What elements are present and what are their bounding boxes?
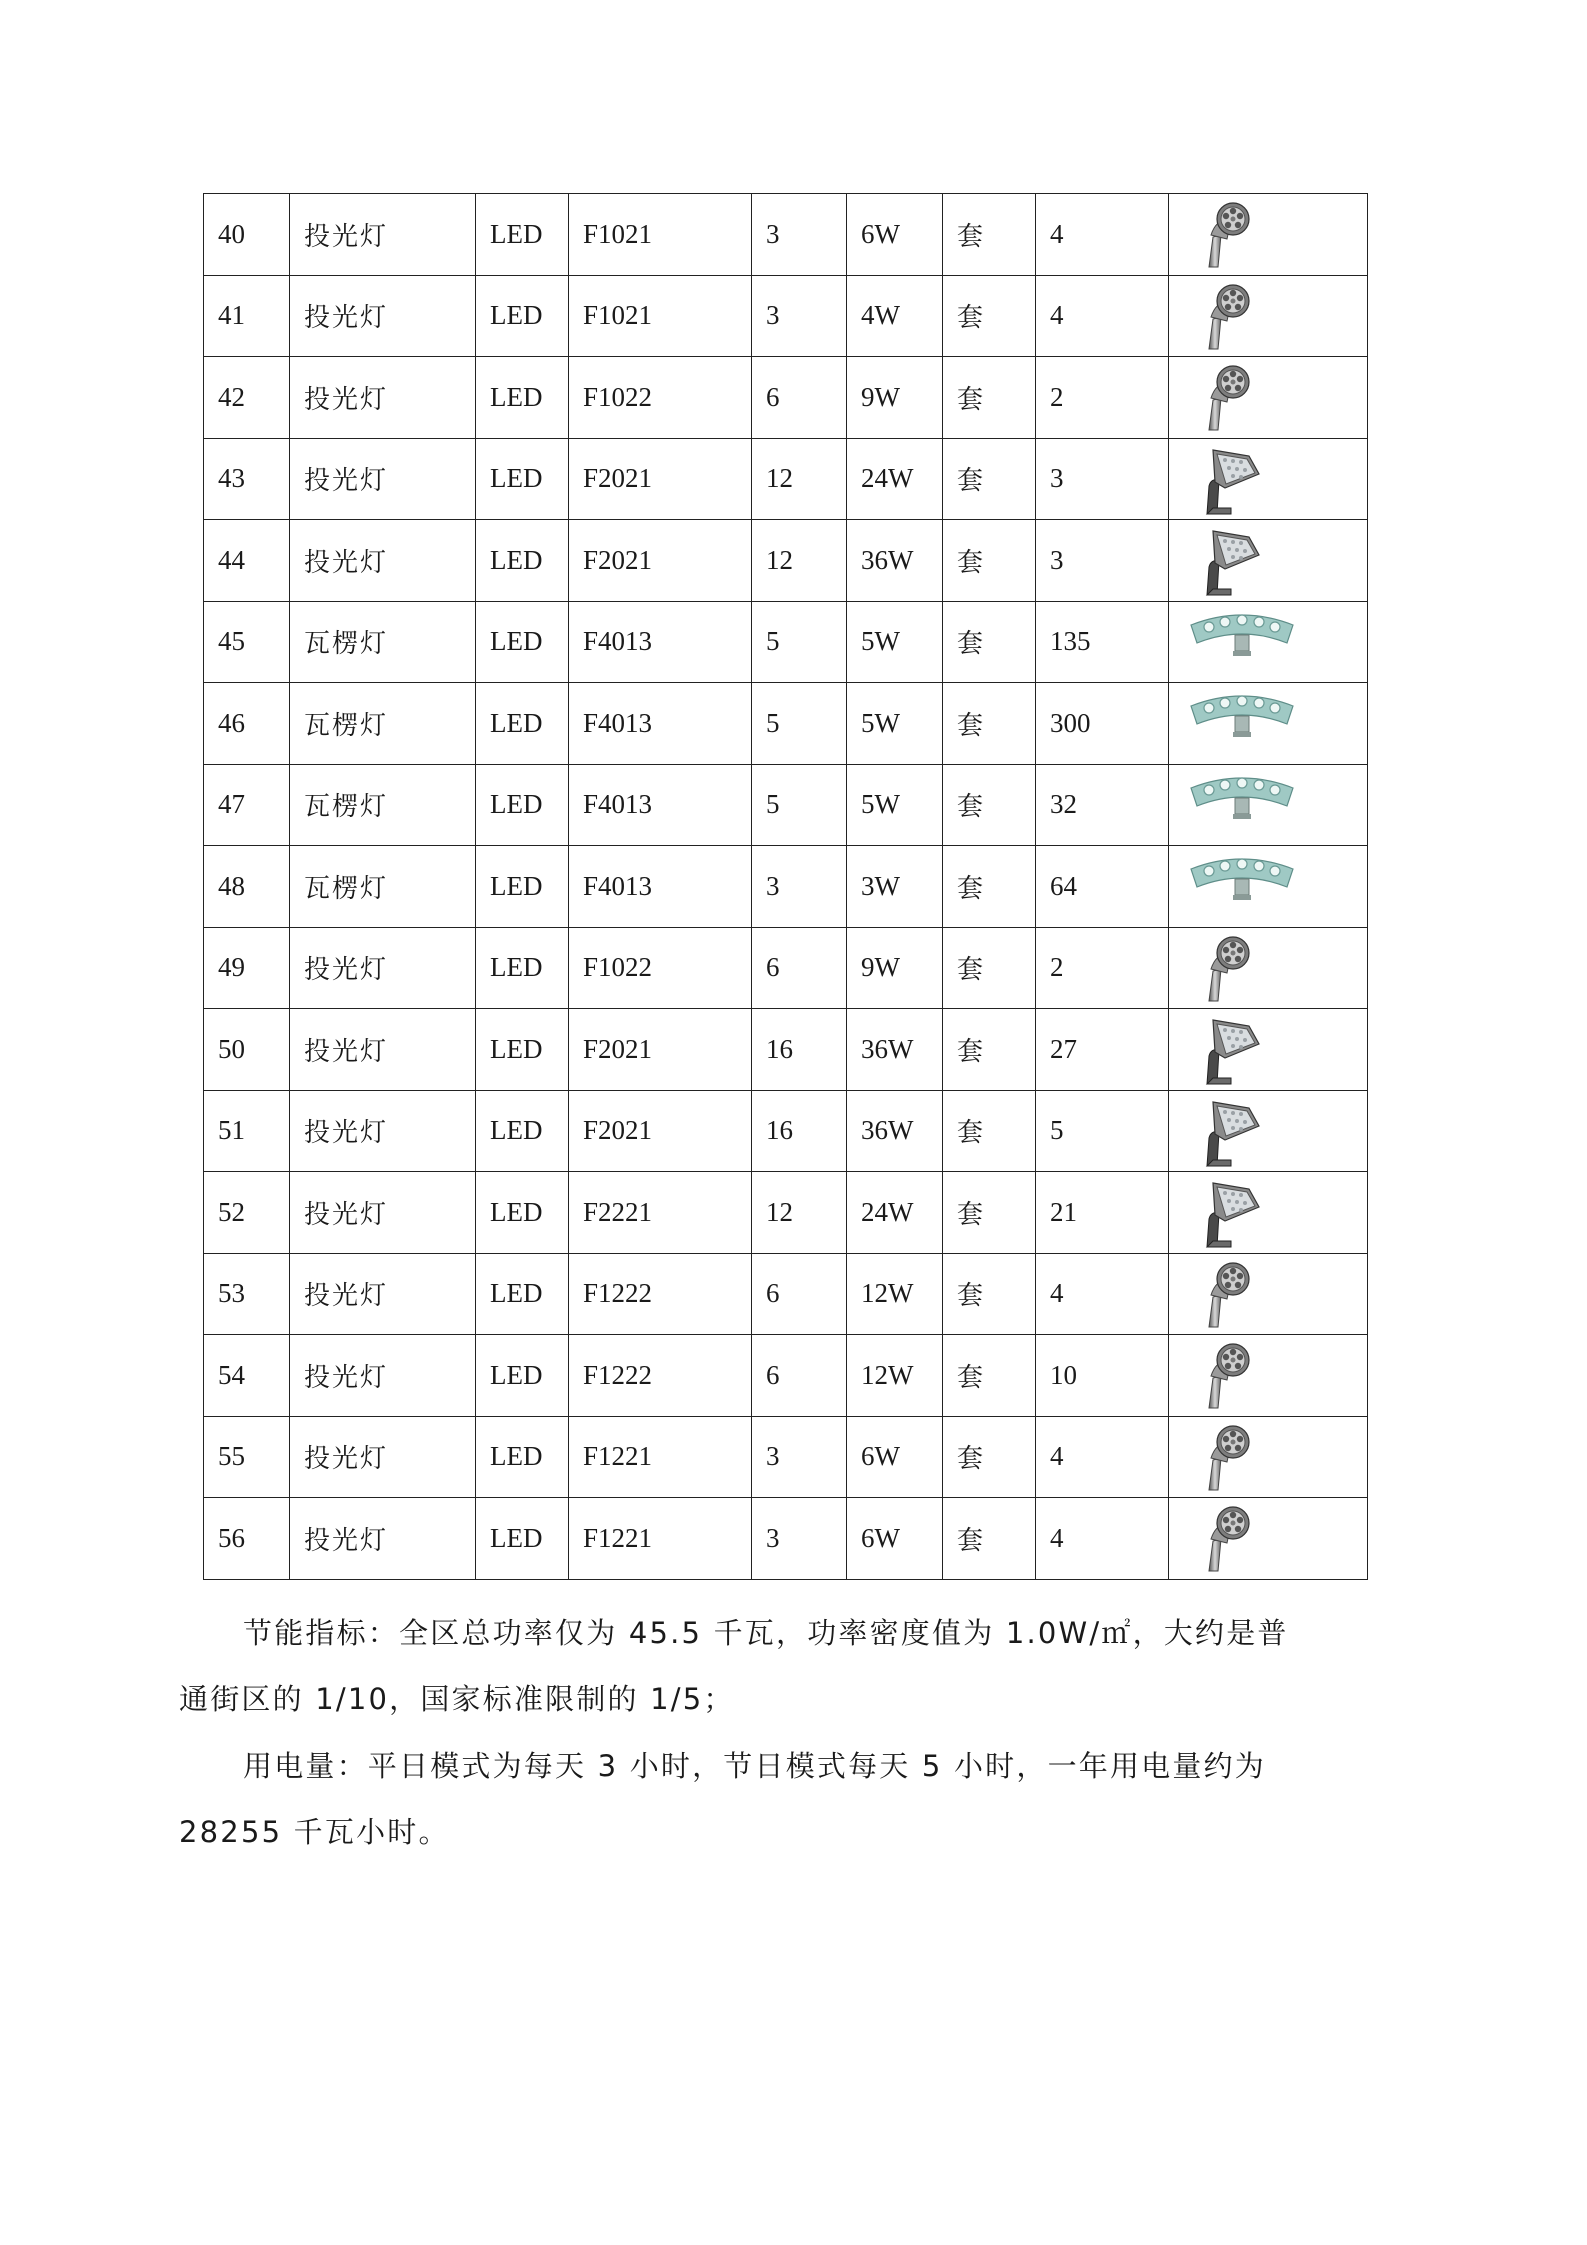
row-number-cell: 42 bbox=[204, 357, 290, 439]
row-number-cell: 43 bbox=[204, 438, 290, 520]
power-cell: 36W bbox=[847, 1009, 943, 1091]
unit-cell: 套 bbox=[943, 1172, 1036, 1254]
model-cell: F1022 bbox=[569, 357, 752, 439]
row-number-cell: 52 bbox=[204, 1172, 290, 1254]
unit-cell: 套 bbox=[943, 275, 1036, 357]
lamp-table-body bbox=[204, 194, 1368, 1580]
light-source-cell: LED bbox=[476, 601, 569, 683]
row-number-cell: 41 bbox=[204, 275, 290, 357]
unit-cell: 套 bbox=[943, 601, 1036, 683]
model-cell: F4013 bbox=[569, 846, 752, 928]
row-number-cell: 56 bbox=[204, 1498, 290, 1580]
quantity-cell: 4 bbox=[1036, 1498, 1169, 1580]
unit-cell: 套 bbox=[943, 846, 1036, 928]
table-row bbox=[204, 1253, 1368, 1335]
square-floodlight-icon bbox=[1187, 1094, 1367, 1168]
table-row bbox=[204, 764, 1368, 846]
model-cell: F4013 bbox=[569, 601, 752, 683]
lamp-name-cell: 投光灯 bbox=[290, 438, 476, 520]
lamp-image-cell bbox=[1169, 1335, 1368, 1417]
unit-cell: 套 bbox=[943, 764, 1036, 846]
light-source-cell: LED bbox=[476, 927, 569, 1009]
row-number-cell: 51 bbox=[204, 1090, 290, 1172]
light-source-cell: LED bbox=[476, 764, 569, 846]
led-count-cell: 12 bbox=[752, 520, 847, 602]
lamp-image-cell bbox=[1169, 275, 1368, 357]
lamp-image-cell bbox=[1169, 357, 1368, 439]
round-spot-floodlight-icon bbox=[1187, 1420, 1367, 1494]
power-cell: 5W bbox=[847, 764, 943, 846]
quantity-cell: 2 bbox=[1036, 357, 1169, 439]
unit-cell: 套 bbox=[943, 1009, 1036, 1091]
table-row bbox=[204, 927, 1368, 1009]
unit-cell: 套 bbox=[943, 194, 1036, 276]
unit-cell: 套 bbox=[943, 1335, 1036, 1417]
lamp-name-cell: 瓦楞灯 bbox=[290, 846, 476, 928]
power-usage-paragraph bbox=[179, 1733, 1363, 1865]
led-count-cell: 3 bbox=[752, 846, 847, 928]
quantity-cell: 64 bbox=[1036, 846, 1169, 928]
row-number-cell: 44 bbox=[204, 520, 290, 602]
table-row bbox=[204, 1009, 1368, 1091]
lamp-image-cell bbox=[1169, 520, 1368, 602]
curved-eave-light-icon bbox=[1187, 686, 1367, 760]
quantity-cell: 32 bbox=[1036, 764, 1169, 846]
led-count-cell: 3 bbox=[752, 1416, 847, 1498]
power-cell: 12W bbox=[847, 1253, 943, 1335]
row-number-cell: 54 bbox=[204, 1335, 290, 1417]
curved-eave-light-icon bbox=[1187, 768, 1367, 842]
model-cell: F1021 bbox=[569, 194, 752, 276]
row-number-cell: 45 bbox=[204, 601, 290, 683]
led-count-cell: 3 bbox=[752, 194, 847, 276]
led-count-cell: 5 bbox=[752, 764, 847, 846]
model-cell: F1022 bbox=[569, 927, 752, 1009]
lamp-name-cell: 投光灯 bbox=[290, 1335, 476, 1417]
power-cell: 3W bbox=[847, 846, 943, 928]
unit-cell: 套 bbox=[943, 357, 1036, 439]
quantity-cell: 2 bbox=[1036, 927, 1169, 1009]
lamp-name-cell: 投光灯 bbox=[290, 1009, 476, 1091]
light-source-cell: LED bbox=[476, 520, 569, 602]
table-row bbox=[204, 1090, 1368, 1172]
led-count-cell: 16 bbox=[752, 1090, 847, 1172]
led-count-cell: 16 bbox=[752, 1009, 847, 1091]
row-number-cell: 50 bbox=[204, 1009, 290, 1091]
led-count-cell: 3 bbox=[752, 275, 847, 357]
unit-cell: 套 bbox=[943, 1498, 1036, 1580]
power-cell: 6W bbox=[847, 1498, 943, 1580]
power-cell: 36W bbox=[847, 520, 943, 602]
curved-eave-light-icon bbox=[1187, 849, 1367, 923]
led-count-cell: 5 bbox=[752, 601, 847, 683]
table-row bbox=[204, 357, 1368, 439]
lamp-image-cell bbox=[1169, 927, 1368, 1009]
light-source-cell: LED bbox=[476, 1009, 569, 1091]
lamp-name-cell: 瓦楞灯 bbox=[290, 683, 476, 765]
light-source-cell: LED bbox=[476, 194, 569, 276]
row-number-cell: 49 bbox=[204, 927, 290, 1009]
lamp-name-cell: 投光灯 bbox=[290, 1090, 476, 1172]
round-spot-floodlight-icon bbox=[1187, 197, 1367, 271]
power-cell: 6W bbox=[847, 1416, 943, 1498]
power-cell: 24W bbox=[847, 1172, 943, 1254]
row-number-cell: 48 bbox=[204, 846, 290, 928]
model-cell: F1021 bbox=[569, 275, 752, 357]
square-floodlight-icon bbox=[1187, 1175, 1367, 1249]
light-source-cell: LED bbox=[476, 1416, 569, 1498]
square-floodlight-icon bbox=[1187, 523, 1367, 597]
table-row bbox=[204, 601, 1368, 683]
quantity-cell: 3 bbox=[1036, 520, 1169, 602]
quantity-cell: 4 bbox=[1036, 1253, 1169, 1335]
power-cell: 9W bbox=[847, 927, 943, 1009]
unit-cell: 套 bbox=[943, 1416, 1036, 1498]
power-cell: 5W bbox=[847, 683, 943, 765]
round-spot-floodlight-icon bbox=[1187, 1338, 1367, 1412]
table-row bbox=[204, 520, 1368, 602]
quantity-cell: 21 bbox=[1036, 1172, 1169, 1254]
table-row bbox=[204, 846, 1368, 928]
unit-cell: 套 bbox=[943, 683, 1036, 765]
lamp-image-cell bbox=[1169, 438, 1368, 520]
power-cell: 4W bbox=[847, 275, 943, 357]
lamp-schedule-table bbox=[203, 193, 1368, 1580]
round-spot-floodlight-icon bbox=[1187, 1257, 1367, 1331]
led-count-cell: 6 bbox=[752, 1253, 847, 1335]
table-row bbox=[204, 1416, 1368, 1498]
model-cell: F4013 bbox=[569, 683, 752, 765]
light-source-cell: LED bbox=[476, 438, 569, 520]
model-cell: F2021 bbox=[569, 1090, 752, 1172]
lamp-name-cell: 投光灯 bbox=[290, 275, 476, 357]
light-source-cell: LED bbox=[476, 1335, 569, 1417]
lamp-image-cell bbox=[1169, 601, 1368, 683]
unit-cell: 套 bbox=[943, 438, 1036, 520]
model-cell: F2221 bbox=[569, 1172, 752, 1254]
lamp-image-cell bbox=[1169, 1009, 1368, 1091]
lamp-image-cell bbox=[1169, 1253, 1368, 1335]
row-number-cell: 47 bbox=[204, 764, 290, 846]
model-cell: F2021 bbox=[569, 1009, 752, 1091]
light-source-cell: LED bbox=[476, 1253, 569, 1335]
row-number-cell: 40 bbox=[204, 194, 290, 276]
square-floodlight-icon bbox=[1187, 1012, 1367, 1086]
lamp-name-cell: 投光灯 bbox=[290, 520, 476, 602]
unit-cell: 套 bbox=[943, 1090, 1036, 1172]
table-row bbox=[204, 438, 1368, 520]
light-source-cell: LED bbox=[476, 1498, 569, 1580]
lamp-image-cell bbox=[1169, 683, 1368, 765]
lamp-name-cell: 投光灯 bbox=[290, 194, 476, 276]
led-count-cell: 12 bbox=[752, 1172, 847, 1254]
model-cell: F1222 bbox=[569, 1335, 752, 1417]
quantity-cell: 4 bbox=[1036, 275, 1169, 357]
lamp-name-cell: 投光灯 bbox=[290, 1172, 476, 1254]
unit-cell: 套 bbox=[943, 1253, 1036, 1335]
quantity-cell: 4 bbox=[1036, 194, 1169, 276]
led-count-cell: 3 bbox=[752, 1498, 847, 1580]
light-source-cell: LED bbox=[476, 1090, 569, 1172]
light-source-cell: LED bbox=[476, 275, 569, 357]
table-row bbox=[204, 275, 1368, 357]
lamp-name-cell: 投光灯 bbox=[290, 927, 476, 1009]
quantity-cell: 135 bbox=[1036, 601, 1169, 683]
energy-index-line-1: 节能指标：全区总功率仅为 45.5 千瓦，功率密度值为 1.0W/㎡，大约是普 bbox=[243, 1616, 1289, 1650]
led-count-cell: 6 bbox=[752, 927, 847, 1009]
lamp-image-cell bbox=[1169, 1172, 1368, 1254]
round-spot-floodlight-icon bbox=[1187, 360, 1367, 434]
lamp-image-cell bbox=[1169, 764, 1368, 846]
light-source-cell: LED bbox=[476, 846, 569, 928]
model-cell: F1221 bbox=[569, 1416, 752, 1498]
row-number-cell: 55 bbox=[204, 1416, 290, 1498]
lamp-name-cell: 投光灯 bbox=[290, 1253, 476, 1335]
power-cell: 36W bbox=[847, 1090, 943, 1172]
quantity-cell: 300 bbox=[1036, 683, 1169, 765]
lamp-image-cell bbox=[1169, 1416, 1368, 1498]
lamp-image-cell bbox=[1169, 1498, 1368, 1580]
row-number-cell: 53 bbox=[204, 1253, 290, 1335]
round-spot-floodlight-icon bbox=[1187, 1501, 1367, 1575]
lamp-image-cell bbox=[1169, 846, 1368, 928]
quantity-cell: 3 bbox=[1036, 438, 1169, 520]
table-row bbox=[204, 194, 1368, 276]
led-count-cell: 6 bbox=[752, 357, 847, 439]
power-cell: 6W bbox=[847, 194, 943, 276]
power-cell: 24W bbox=[847, 438, 943, 520]
lamp-name-cell: 投光灯 bbox=[290, 357, 476, 439]
model-cell: F2021 bbox=[569, 520, 752, 602]
power-cell: 12W bbox=[847, 1335, 943, 1417]
model-cell: F1221 bbox=[569, 1498, 752, 1580]
lamp-name-cell: 投光灯 bbox=[290, 1416, 476, 1498]
energy-index-paragraph bbox=[179, 1600, 1363, 1732]
quantity-cell: 27 bbox=[1036, 1009, 1169, 1091]
table-row bbox=[204, 683, 1368, 765]
row-number-cell: 46 bbox=[204, 683, 290, 765]
light-source-cell: LED bbox=[476, 1172, 569, 1254]
lamp-name-cell: 投光灯 bbox=[290, 1498, 476, 1580]
quantity-cell: 10 bbox=[1036, 1335, 1169, 1417]
lamp-name-cell: 瓦楞灯 bbox=[290, 601, 476, 683]
model-cell: F1222 bbox=[569, 1253, 752, 1335]
unit-cell: 套 bbox=[943, 927, 1036, 1009]
unit-cell: 套 bbox=[943, 520, 1036, 602]
power-cell: 9W bbox=[847, 357, 943, 439]
light-source-cell: LED bbox=[476, 357, 569, 439]
lamp-image-cell bbox=[1169, 1090, 1368, 1172]
square-floodlight-icon bbox=[1187, 442, 1367, 516]
lamp-name-cell: 瓦楞灯 bbox=[290, 764, 476, 846]
lamp-image-cell bbox=[1169, 194, 1368, 276]
round-spot-floodlight-icon bbox=[1187, 279, 1367, 353]
table-row bbox=[204, 1498, 1368, 1580]
quantity-cell: 5 bbox=[1036, 1090, 1169, 1172]
quantity-cell: 4 bbox=[1036, 1416, 1169, 1498]
model-cell: F4013 bbox=[569, 764, 752, 846]
model-cell: F2021 bbox=[569, 438, 752, 520]
led-count-cell: 6 bbox=[752, 1335, 847, 1417]
power-usage-line-1: 用电量：平日模式为每天 3 小时，节日模式每天 5 小时，一年用电量约为 bbox=[243, 1749, 1266, 1783]
led-count-cell: 5 bbox=[752, 683, 847, 765]
table-row bbox=[204, 1335, 1368, 1417]
table-row bbox=[204, 1172, 1368, 1254]
energy-index-line-2: 通街区的 1/10，国家标准限制的 1/5； bbox=[179, 1682, 735, 1716]
round-spot-floodlight-icon bbox=[1187, 931, 1367, 1005]
curved-eave-light-icon bbox=[1187, 605, 1367, 679]
power-cell: 5W bbox=[847, 601, 943, 683]
led-count-cell: 12 bbox=[752, 438, 847, 520]
light-source-cell: LED bbox=[476, 683, 569, 765]
power-usage-line-2: 28255 千瓦小时。 bbox=[179, 1815, 450, 1849]
